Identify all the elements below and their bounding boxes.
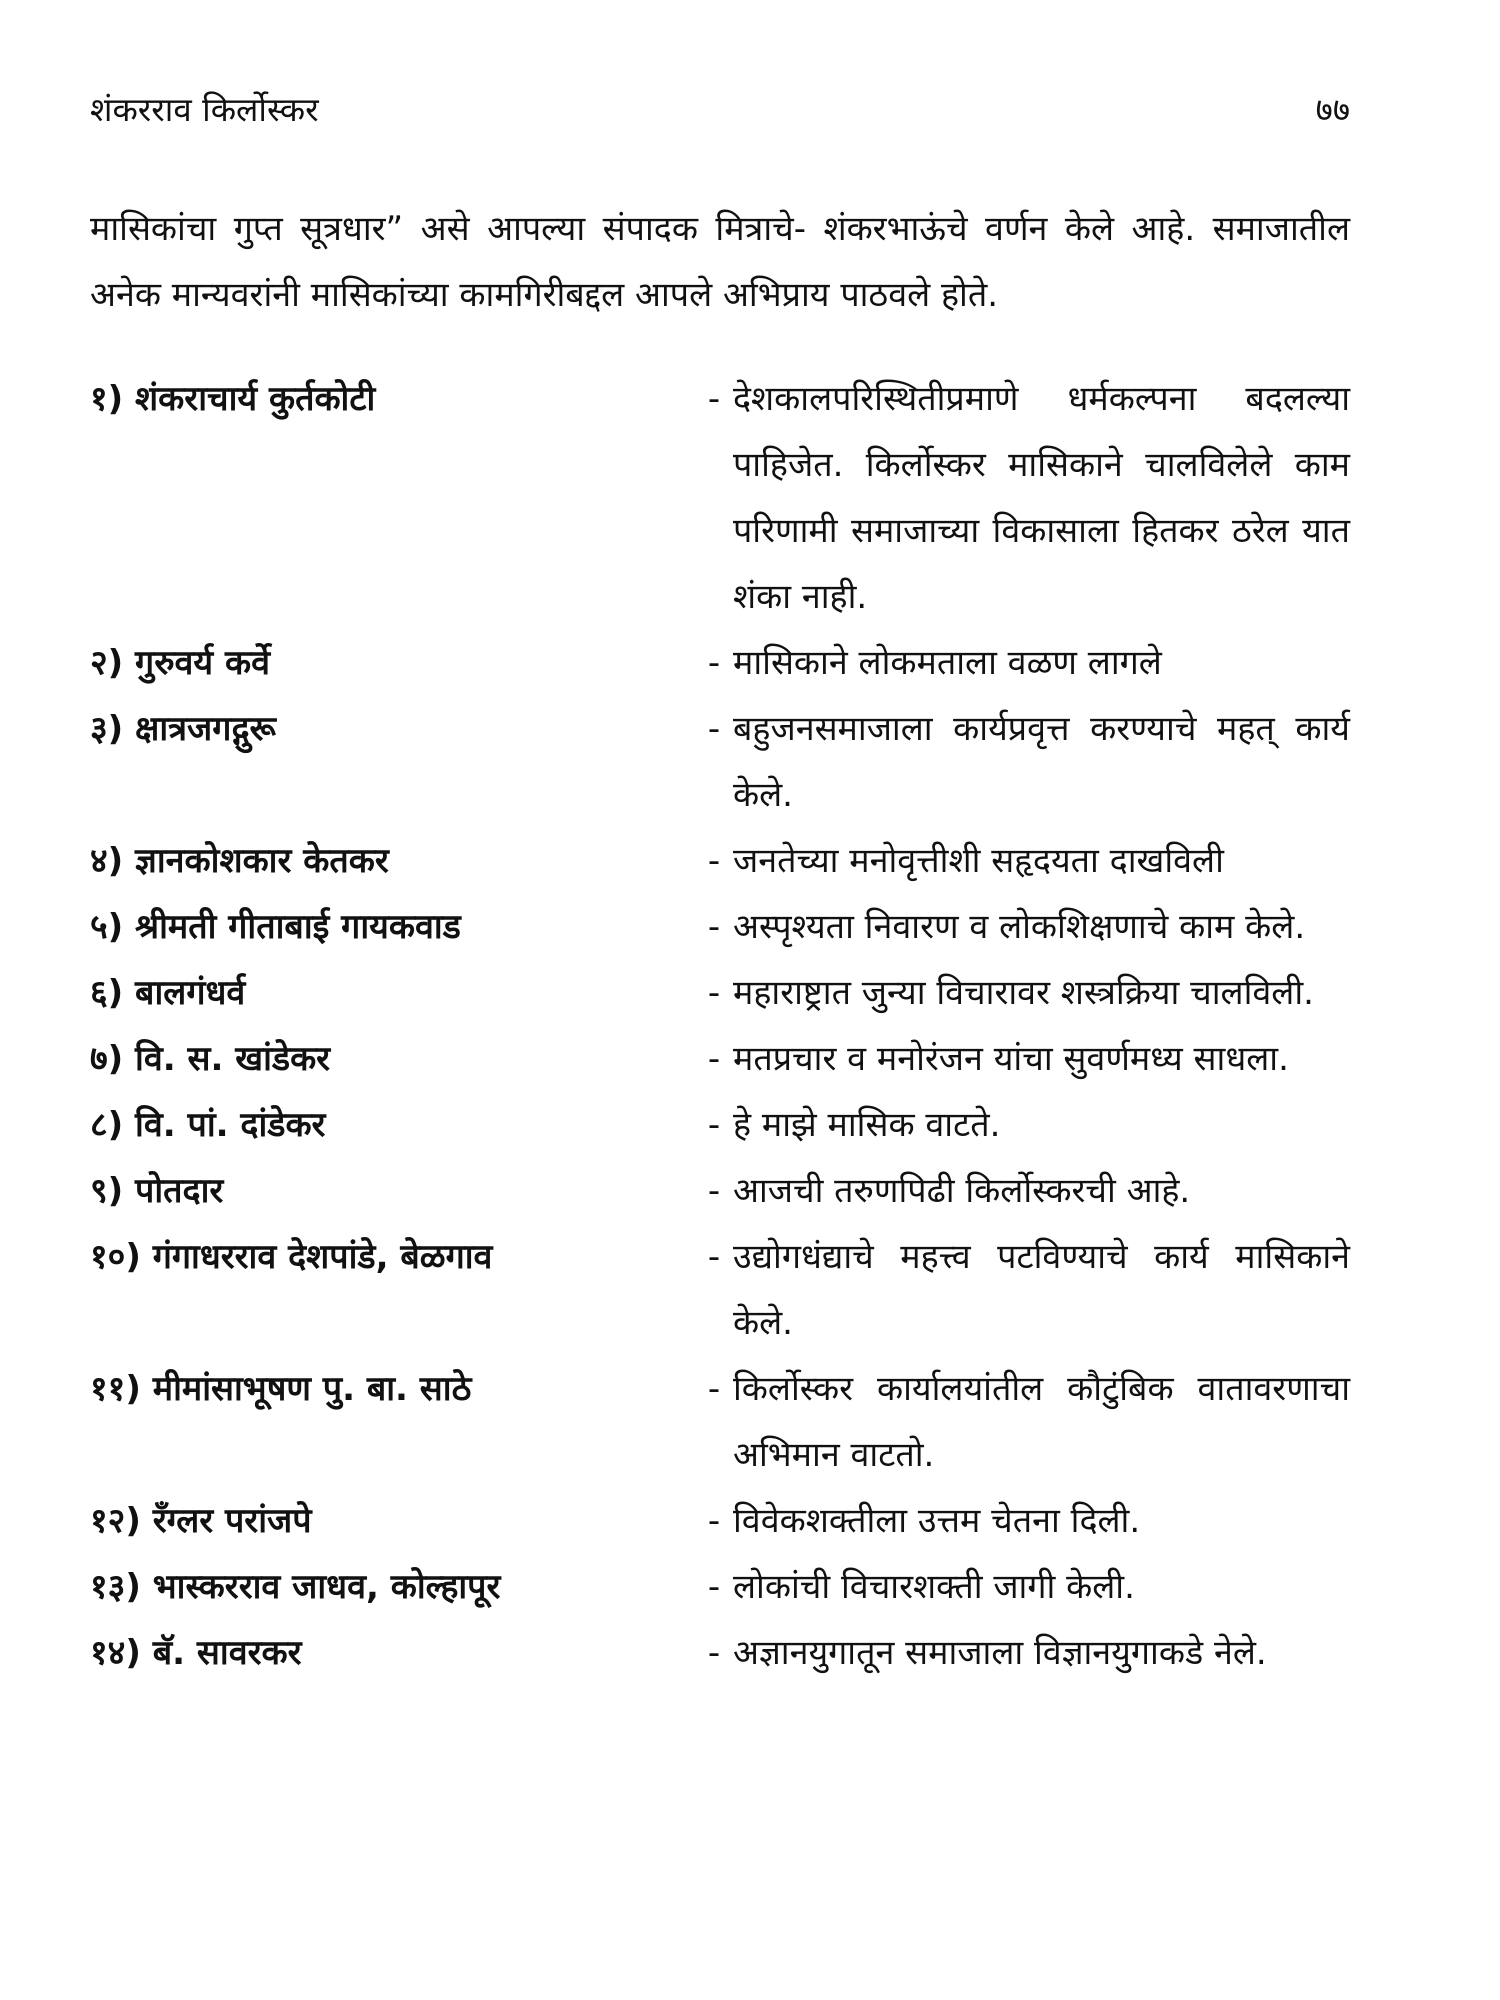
entry-remark: बहुजनसमाजाला कार्यप्रवृत्त करण्याचे महत् कार्य केले. — [733, 709, 1350, 815]
opinion-entry — [90, 1224, 1370, 1356]
opinion-entry — [90, 696, 1370, 828]
entry-person: ७) वि. स. खांडेकर — [90, 1039, 331, 1079]
entry-remark: हे माझे मासिक वाटते. — [733, 1105, 1001, 1145]
entry-dash: - — [707, 379, 721, 419]
entry-person: ६) बालगंधर्व — [90, 973, 246, 1013]
entry-dash: - — [707, 1501, 721, 1541]
entry-dash: - — [707, 841, 721, 881]
entry-person: २) गुरुवर्य कर्वे — [90, 643, 271, 683]
entry-remark: उद्योगधंद्याचे महत्त्व पटविण्याचे कार्य मासिकाने केले. — [733, 1237, 1350, 1343]
entry-dash: - — [707, 1237, 721, 1277]
entry-dash: - — [707, 973, 721, 1013]
entry-dash: - — [707, 643, 721, 683]
entry-dash: - — [707, 1633, 721, 1673]
entry-dash: - — [707, 1567, 721, 1607]
entry-dash: - — [707, 1171, 721, 1211]
entry-dash: - — [707, 709, 721, 749]
entry-dash: - — [707, 1039, 721, 1079]
intro-paragraph: मासिकांचा गुप्त सूत्रधार” असे आपल्या संपादक मित्राचे- शंकरभाऊंचे वर्णन केले आहे. समाजातील अनेक मान्यवरांनी मासिकांच्या कामगिरीबद्दल आपले अभिप्राय पाठवले होते. — [90, 209, 1350, 315]
opinion-list — [90, 366, 1370, 1686]
entry-dash: - — [707, 1105, 721, 1145]
opinion-entry — [90, 630, 1370, 696]
entry-person: १२) रँग्लर परांजपे — [90, 1501, 312, 1541]
entry-person: १३) भास्करराव जाधव, कोल्हापूर — [90, 1567, 501, 1607]
entry-remark: महाराष्ट्रात जुन्या विचारावर शस्त्रक्रिया चालविली. — [733, 973, 1314, 1013]
opinion-entry — [90, 1356, 1370, 1488]
opinion-entry — [90, 1026, 1370, 1092]
opinion-entry — [90, 1158, 1370, 1224]
running-header — [90, 86, 1350, 136]
entry-person: ३) क्षात्रजगद्गुरू — [90, 709, 276, 749]
entry-remark: अज्ञानयुगातून समाजाला विज्ञानयुगाकडे नेले. — [733, 1633, 1267, 1673]
entry-dash: - — [707, 907, 721, 947]
entry-remark: मासिकाने लोकमताला वळण लागले — [733, 643, 1162, 683]
entry-remark: किर्लोस्कर कार्यालयांतील कौटुंबिक वातावरणाचा अभिमान वाटतो. — [733, 1369, 1350, 1475]
opinion-entry — [90, 828, 1370, 894]
entry-remark: देशकालपरिस्थितीप्रमाणे धर्मकल्पना बदलल्या पाहिजेत. किर्लोस्कर मासिकाने चालविलेले काम परिणामी समाजाच्या विकासाला हितकर ठरेल यात शंका नाही. — [733, 379, 1350, 617]
entry-dash: - — [707, 1369, 721, 1409]
opinion-entry — [90, 1092, 1370, 1158]
opinion-entry — [90, 1620, 1370, 1686]
opinion-entry — [90, 960, 1370, 1026]
entry-person: १) शंकराचार्य कुर्तकोटी — [90, 379, 376, 419]
entry-remark: मतप्रचार व मनोरंजन यांचा सुवर्णमध्य साधला. — [733, 1039, 1289, 1079]
entry-person: ५) श्रीमती गीताबाई गायकवाड — [90, 907, 461, 947]
entry-person: १०) गंगाधरराव देशपांडे, बेळगाव — [90, 1237, 493, 1277]
entry-person: ११) मीमांसाभूषण पु. बा. साठे — [90, 1369, 472, 1409]
running-title: शंकरराव किर्लोस्कर — [90, 90, 319, 129]
opinion-entry — [90, 1488, 1370, 1554]
entry-remark: विवेकशक्तीला उत्तम चेतना दिली. — [733, 1501, 1141, 1541]
entry-person: १४) बॅ. सावरकर — [90, 1633, 302, 1673]
opinion-entry — [90, 894, 1370, 960]
entry-person: ९) पोतदार — [90, 1171, 224, 1211]
entry-remark: अस्पृश्यता निवारण व लोकशिक्षणाचे काम केले. — [733, 907, 1306, 947]
opinion-entry — [90, 366, 1370, 630]
entry-remark: लोकांची विचारशक्ती जागी केली. — [733, 1567, 1135, 1607]
opinion-entry — [90, 1554, 1370, 1620]
page-number: ७७ — [1315, 90, 1350, 129]
entry-person: ४) ज्ञानकोशकार केतकर — [90, 841, 389, 881]
entry-person: ८) वि. पां. दांडेकर — [90, 1105, 326, 1145]
entry-remark: जनतेच्या मनोवृत्तीशी सहृदयता दाखविली — [733, 841, 1224, 881]
entry-remark: आजची तरुणपिढी किर्लोस्करची आहे. — [733, 1171, 1191, 1211]
